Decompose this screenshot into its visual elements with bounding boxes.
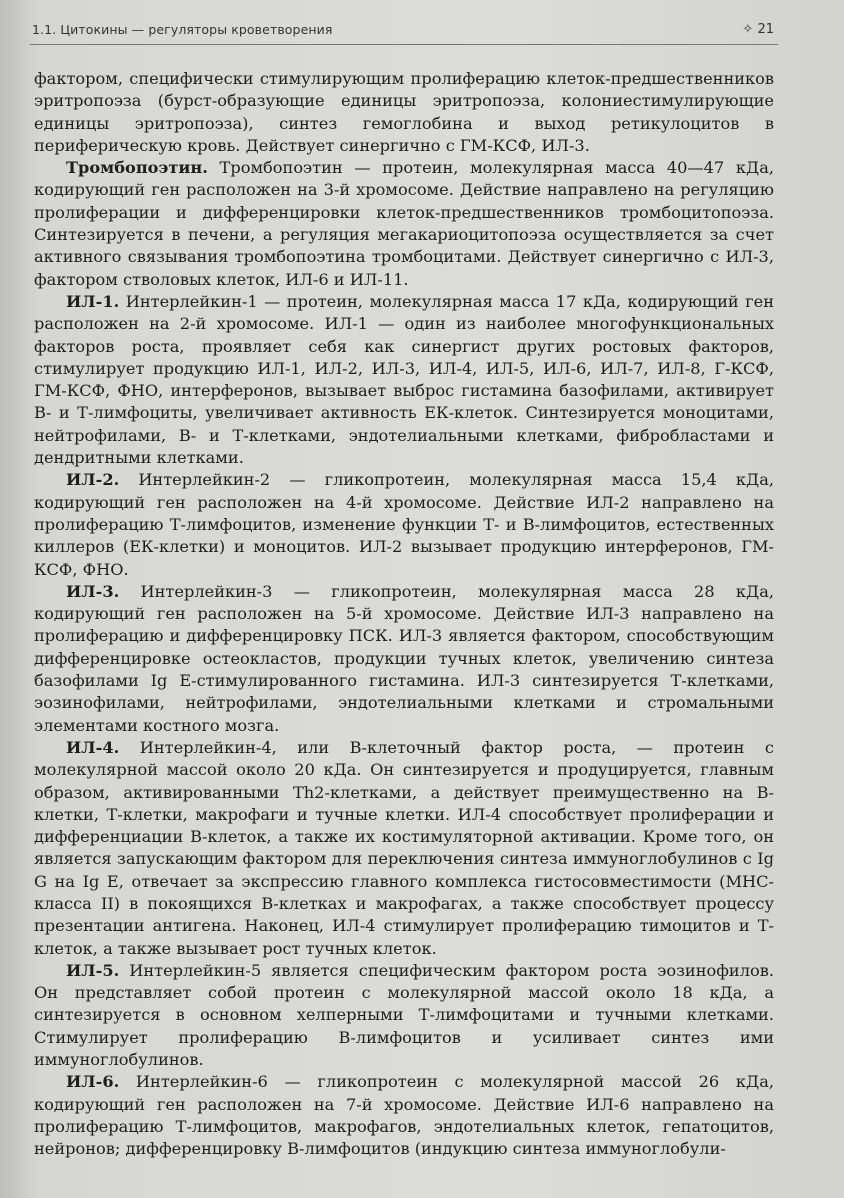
paragraph-term: ИЛ-3. — [66, 581, 120, 601]
section-title: 1.1. Цитокины — регуляторы кроветворения — [32, 22, 333, 37]
paragraph-il-5 — [34, 960, 774, 1071]
paragraph-text: Интерлейкин-3 — гликопротеин, молекулярная масса 28 кДа, кодирующий ген расположен на 5-й хромосоме. Действие ИЛ-3 направлено на пролиферацию и дифференцировку ПСК. ИЛ-3 является фактором, способствующим дифференцировке остеокластов, продукции тучных клеток, увеличению синтеза базофилами Ig Е-стимулированного гистамина. ИЛ-3 синтезируется Т-клетками, эозинофилами, нейтрофилами, эндотелиальными клетками и стромальными элементами костного мозга. — [34, 581, 774, 735]
paragraph-text: фактором, специфически стимулирующим пролиферацию клеток-предшественников эритропоэза (бурст-образующие единицы эритропоэза, колониестимулирующие единицы эритропоэза), синтез гемоглобина и выход ретикулоцитов в периферическую кровь. Действует синергично с ГМ-КСФ, ИЛ-3. — [34, 69, 774, 155]
paragraph-term: ИЛ-4. — [66, 737, 120, 757]
paragraph-text: Тромбопоэтин — протеин, молекулярная масса 40—47 кДа, кодирующий ген расположен на 3-й хромосоме. Действие направлено на регуляцию пролиферации и дифференцировки клеток-предшественников тромбоцитопоэза. Синтезируется в печени, а регуляция мегакариоцитопоэза осуществляется за счет активного связывания тромбопоэтина тромбоцитами. Действует синергично с ИЛ-3, фактором стволовых клеток, ИЛ-6 и ИЛ-11. — [34, 158, 774, 289]
paragraph-term: ИЛ-1. — [66, 291, 120, 311]
paragraph-il-4 — [34, 737, 774, 960]
paragraph-text: Интерлейкин-6 — гликопротеин с молекулярной массой 26 кДа, кодирующий ген расположен на 7-й хромосоме. Действие ИЛ-6 направлено на пролиферацию Т-лимфоцитов, макрофагов, эндотелиальных клеток, гепатоцитов, нейронов; дифференцировку В-лимфоцитов (индукцию синтеза иммуноглобули- — [34, 1072, 774, 1159]
paragraph-term: Тромбопоэтин. — [66, 158, 208, 178]
paragraph-thrombopoietin — [34, 157, 774, 291]
paragraph-il-1 — [34, 291, 774, 469]
paragraph-text: Интерлейкин-1 — протеин, молекулярная масса 17 кДа, кодирующий ген расположен на 2-й хромосоме. ИЛ-1 — один из наиболее многофункциональных факторов роста, проявляет себя как синергист других ростовых факторов, стимулирует продукцию ИЛ-1, ИЛ-2, ИЛ-3, ИЛ-4, ИЛ-5, ИЛ-6, ИЛ-7, ИЛ-8, Г-КСФ, ГМ-КСФ, ФНО, интерферонов, вызывает выброс гистамина базофилами, активирует В- и Т-лимфоциты, увеличивает активность ЕК-клеток. Синтезируется моноцитами, нейтрофилами, В- и Т-клетками, эндотелиальными клетками, фибробластами и дендритными клетками. — [34, 291, 774, 468]
paragraph-term: ИЛ-5. — [66, 960, 120, 980]
paragraph-epo-continuation — [34, 68, 774, 157]
paragraph-text: Интерлейкин-5 является специфическим фактором роста эозинофилов. Он представляет собой протеин с молекулярной массой около 18 кДа, а синтезируется в основном хелперными Т-лимфоцитами и тучными клетками. Стимулирует пролиферацию В-лимфоцитов и усиливает синтез ими иммуноглобулинов. — [34, 960, 774, 1070]
paragraph-term: ИЛ-6. — [66, 1072, 120, 1092]
paragraph-il-6 — [34, 1071, 774, 1160]
body-text — [34, 68, 774, 1161]
running-head — [32, 22, 774, 44]
header-rule — [30, 44, 778, 45]
paragraph-il-3 — [34, 581, 774, 737]
paragraph-text: Интерлейкин-4, или В-клеточный фактор роста, — протеин с молекулярной массой около 20 кДа. Он синтезируется и продуцируется, главным образом, активированными Th2-клетками, а действует преимущественно на В-клетки, Т-клетки, макрофаги и тучные клетки. ИЛ-4 способствует пролиферации и дифференциации В-клеток, а также их костимуляторной активации. Кроме того, он является запускающим фактором для переключения синтеза иммуноглобулинов с Ig G на Ig Е, отвечает за экспрессию главного комплекса гистосовместимости (МНС-класса II) в покоящихся В-клетках и макрофагах, а также способствует процессу презентации антигена. Наконец, ИЛ-4 стимулирует пролиферацию тимоцитов и Т-клеток, а также вызывает рост тучных клеток. — [34, 737, 774, 958]
page-number: ✧ 21 — [742, 22, 774, 37]
paragraph-text: Интерлейкин-2 — гликопротеин, молекулярная масса 15,4 кДа, кодирующий ген расположен на 4-й хромосоме. Действие ИЛ-2 направлено на пролиферацию Т-лимфоцитов, изменение функции Т- и В-лимфоцитов, естественных киллеров (ЕК-клетки) и моноцитов. ИЛ-2 вызывает продукцию интерферонов, ГМ-КСФ, ФНО. — [34, 470, 774, 579]
paragraph-term: ИЛ-2. — [66, 470, 120, 490]
paragraph-il-2 — [34, 469, 774, 580]
